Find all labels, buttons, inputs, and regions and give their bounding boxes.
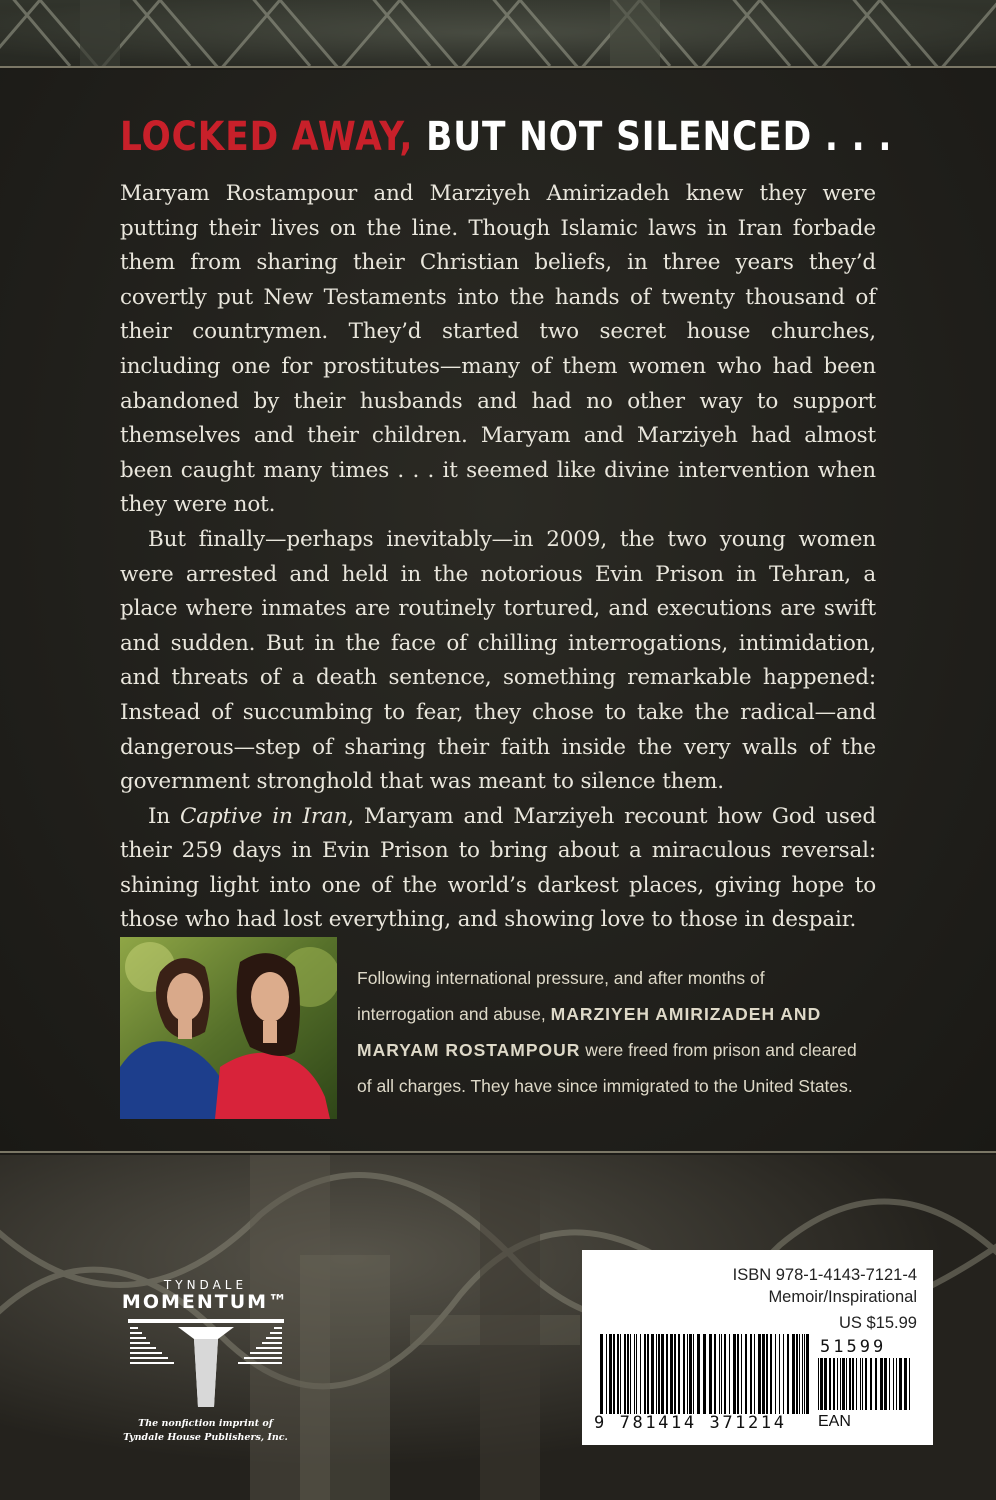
barcode-bar <box>640 1334 641 1414</box>
barcode-bar <box>754 1334 755 1414</box>
barcode-bar <box>606 1334 607 1414</box>
barcode-bar <box>856 1358 857 1410</box>
barcode-bar <box>703 1334 706 1414</box>
barcode-bar <box>613 1334 615 1414</box>
barcode-bar <box>880 1358 883 1410</box>
book-title: Captive in Iran <box>179 803 348 829</box>
barcode-bar <box>719 1334 720 1414</box>
category-label: Memoir/Inspirational <box>768 1288 917 1306</box>
tyndale-momentum-logo-icon <box>128 1319 284 1409</box>
barcode-bar <box>758 1334 761 1414</box>
barcode-bar <box>609 1334 612 1414</box>
barcode-bar <box>729 1334 730 1414</box>
barcode-bar <box>670 1334 673 1414</box>
barcode-bar <box>799 1334 800 1414</box>
barcode-bar <box>893 1358 894 1410</box>
barcode-bar <box>644 1334 646 1414</box>
barcode-bar <box>806 1334 809 1414</box>
barcode-bar <box>824 1358 827 1410</box>
barcode-bar <box>656 1334 657 1414</box>
barcode-bar <box>833 1358 835 1410</box>
barcode-bar <box>689 1334 692 1414</box>
barcode-bar <box>634 1334 635 1414</box>
headline-red: LOCKED AWAY, <box>120 114 414 160</box>
barcode-bar <box>889 1358 890 1410</box>
barcode-bar <box>661 1334 664 1414</box>
barcode-bar <box>896 1358 897 1410</box>
barcode-bar <box>658 1334 660 1414</box>
bottom-divider <box>0 1151 996 1153</box>
barcode-bar <box>865 1358 867 1410</box>
barcode-bar <box>829 1358 831 1410</box>
barcode-bar <box>651 1334 654 1414</box>
barcode-bar <box>820 1358 823 1410</box>
isbn-label: ISBN 978-1-4143-7121-4 <box>732 1266 917 1284</box>
description-body <box>120 177 876 938</box>
barcode-bar <box>862 1358 863 1410</box>
chain-link-fence-image <box>0 0 996 66</box>
barcode-bar <box>745 1334 747 1414</box>
barcode-bar <box>709 1334 712 1414</box>
barcode-bar <box>870 1358 872 1410</box>
barcode-bar <box>849 1358 851 1410</box>
barcode-bar <box>846 1358 847 1410</box>
author-bio: Following international pressure, and after months of interrogation and abuse, MARZIYEH AMIRIZADEH AND MARYAM ROSTAMPOUR were freed from prison and cleared of all charges. They have since immigrated to the United States. <box>357 968 857 1096</box>
barcode-bar <box>779 1334 780 1414</box>
barcode-bar <box>697 1334 700 1414</box>
barcode-bar <box>741 1334 742 1414</box>
publisher-name-small: TYNDALE <box>163 1278 248 1292</box>
price-digits: 51599 <box>820 1337 887 1357</box>
barcode-bar <box>792 1334 795 1414</box>
barcode-bar <box>666 1334 668 1414</box>
top-chainlink-band <box>0 0 996 66</box>
author-names: MARZIYEH AMIRIZADEH AND MARYAM ROSTAMPOUR <box>357 1004 822 1060</box>
barcode-bar <box>733 1334 736 1414</box>
barcode-bar <box>737 1334 739 1414</box>
barcode-bar <box>766 1334 768 1414</box>
barcode-bar <box>775 1334 776 1414</box>
barcode-bar <box>818 1358 819 1410</box>
publisher-name: MOMENTUM™ <box>121 1291 290 1313</box>
barcode-bar <box>909 1358 910 1410</box>
headline <box>120 112 892 162</box>
barcode-bar <box>837 1358 838 1410</box>
barcode-bar <box>693 1334 694 1414</box>
barcode-bar <box>840 1358 841 1410</box>
barcode-bar <box>904 1358 907 1410</box>
authors-photo <box>120 937 337 1119</box>
barcode-bar <box>770 1334 772 1414</box>
top-divider <box>0 66 996 68</box>
barcode-bar <box>674 1334 676 1414</box>
paragraph-2: But finally—perhaps inevitably—in 2009, the two young women were arrested and held in the notorious Evin Prison in Tehran, a place where inmates are routinely tortured, and executions are swift and sudden. But in the face of chilling interrogations, intimidation, and threats of a death sentence, something remarkable happened: Instead of succumbing to fear, they chose to take the radical—and dangerous—step of sharing their faith inside the very walls of the government stronghold that was meant to silence them. <box>120 526 876 795</box>
barcode-bar <box>899 1358 902 1410</box>
headline-white: BUT NOT SILENCED . . . <box>413 114 893 160</box>
paragraph-3: In Captive in Iran, Maryam and Marziyeh recount how God used their 259 days in Evin Prison to bring about a miraculous reversal: shining light into one of the world’s darkest places, giving hope to those who had lost everything, and showing love to those in despair. <box>120 803 876 933</box>
barcode-bar <box>762 1334 765 1414</box>
paragraph-1: Maryam Rostampour and Marziyeh Amirizadeh knew they were putting their lives on the line. Though Islamic laws in Iran forbade them from sharing their Christian beliefs, in three years they’d covertly put New Testaments into the hands of twenty thousand of their countrymen. They’d started two secret house churches, including one for prostitutes—many of them women who had been abandoned by their husbands and had no other way to support themselves and their children. Maryam and Marziyeh had almost been caught many times . . . it seemed like divine intervention when they were not. <box>120 181 876 518</box>
barcode-bar <box>624 1334 626 1414</box>
barcode-bar <box>678 1334 680 1414</box>
barcode-bar <box>852 1358 854 1410</box>
price-barcode <box>818 1358 914 1410</box>
barcode-digits: 9 781414 371214 <box>594 1413 787 1433</box>
barcode-bar <box>721 1334 722 1414</box>
barcode-bar <box>787 1334 789 1414</box>
barcode-bar <box>683 1334 685 1414</box>
barcode-bar <box>724 1334 726 1414</box>
barcode-bar <box>617 1334 619 1414</box>
barcode-bar <box>714 1334 716 1414</box>
barcode-bar <box>875 1358 877 1410</box>
barcode-bar <box>630 1334 631 1414</box>
barcode-bar <box>627 1334 629 1414</box>
barcode-bar <box>647 1334 649 1414</box>
barcode-bar <box>783 1334 784 1414</box>
ean-label: EAN <box>818 1413 851 1430</box>
publisher-imprint <box>118 1278 293 1445</box>
price-label: US $15.99 <box>839 1314 917 1332</box>
barcode-bar <box>796 1334 798 1414</box>
barcode-bar <box>842 1358 845 1410</box>
barcode-bar <box>600 1334 603 1414</box>
barcode-bar <box>802 1334 803 1414</box>
barcode-bar <box>620 1334 621 1414</box>
barcode-bar <box>860 1358 861 1410</box>
barcode-bar <box>884 1358 887 1410</box>
barcode-bar <box>636 1334 637 1414</box>
barcode-bar <box>750 1334 752 1414</box>
publisher-note: The nonfiction imprint of Tyndale House Publishers, Inc. <box>123 1418 288 1443</box>
isbn-barcode <box>600 1334 810 1414</box>
barcode-bar <box>804 1334 805 1414</box>
barcode-bar <box>687 1334 688 1414</box>
